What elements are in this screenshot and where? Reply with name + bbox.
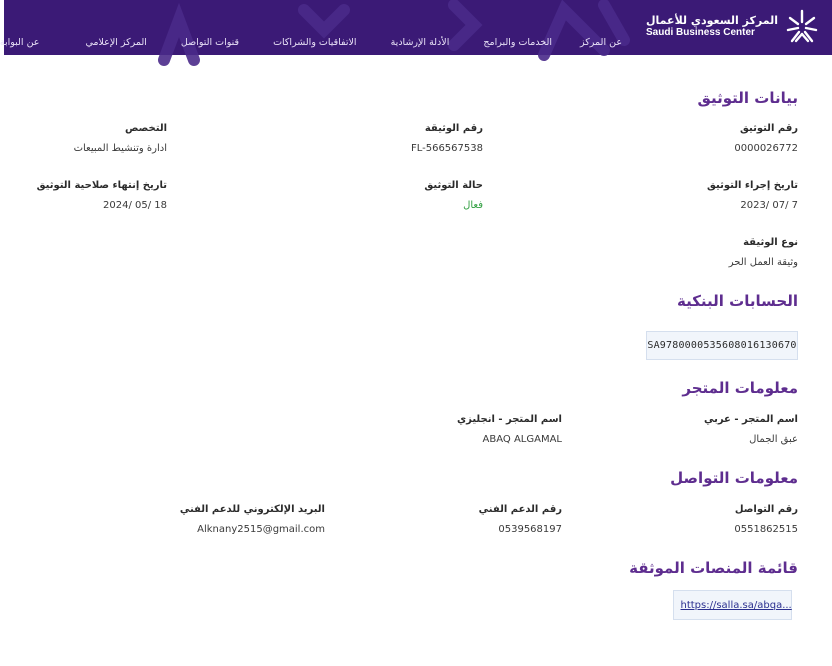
store-name-en-value: ABAQ ALGAMAL	[482, 434, 562, 445]
logo-arabic-name: المركز السعودي للأعمال	[646, 13, 778, 27]
cert-status-value: فعال	[463, 200, 483, 211]
logo-english-name: Saudi Business Center	[646, 26, 755, 38]
doc-type-label: نوع الوثيقة	[743, 237, 798, 248]
verified-platforms-section-title: قائمة المنصات الموثقة	[629, 559, 798, 577]
platform-link-box	[673, 590, 792, 620]
cert-number-label: رقم التوثيق	[739, 123, 798, 134]
specialty-label: التخصص	[125, 123, 167, 134]
main-nav	[0, 36, 622, 50]
nav-contact-channels[interactable]: قنوات التواصل	[180, 37, 240, 48]
sbc-logo[interactable]	[646, 8, 820, 44]
contact-info-section-title: معلومات التواصل	[670, 469, 798, 487]
doc-number-label: رقم الوثيقة	[424, 123, 483, 134]
store-info-section-title: معلومات المتجر	[682, 379, 798, 397]
certification-section-title: بيانات التوثيق	[697, 89, 798, 107]
iban-box	[646, 331, 798, 360]
support-email-value: Alknany2515@gmail.com	[197, 524, 325, 535]
expiry-date-value: 2024/ 05/ 18	[103, 200, 167, 211]
support-phone-value: 0539568197	[498, 524, 562, 535]
nav-guides[interactable]: الأدلة الإرشادية	[390, 37, 450, 48]
nav-about-portal[interactable]: عن البوابة	[0, 37, 40, 48]
contact-phone-label: رقم التواصل	[734, 504, 798, 515]
nav-services-programs[interactable]: الخدمات والبرامج	[483, 37, 553, 48]
iban-value: SA9780000535608016130670	[647, 340, 797, 351]
specialty-value: ادارة وتنشيط المبيعات	[73, 143, 167, 154]
top-header	[0, 0, 832, 55]
cert-status-label: حالة التوثيق	[424, 180, 483, 191]
platform-link[interactable]: https://salla.sa/abqa...	[680, 599, 792, 611]
store-name-ar-value: عبق الجمال	[749, 434, 798, 445]
nav-agreements-partnerships[interactable]: الاتفاقيات والشراكات	[273, 37, 357, 48]
contact-phone-value: 0551862515	[734, 524, 798, 535]
doc-type-value: وثيقة العمل الحر	[728, 257, 798, 268]
cert-number-value: 0000026772	[734, 143, 798, 154]
cert-date-label: تاريخ إجراء التوثيق	[707, 180, 798, 191]
cert-date-value: 2023/ 07/ 7	[740, 200, 798, 211]
support-phone-label: رقم الدعم الفني	[478, 504, 562, 515]
nav-media-center[interactable]: المركز الإعلامي	[85, 37, 147, 48]
support-email-label: البريد الإلكتروني للدعم الفني	[179, 504, 325, 515]
sbc-star-logo-icon	[784, 8, 820, 44]
bank-accounts-section-title: الحسابات البنكية	[676, 292, 798, 310]
nav-about-center[interactable]: عن المركز	[580, 37, 622, 48]
logo-text	[646, 14, 778, 39]
store-name-en-label: اسم المتجر - انجليزي	[456, 414, 562, 425]
store-name-ar-label: اسم المتجر - عربي	[703, 414, 798, 425]
expiry-date-label: تاريخ إنتهاء صلاحية التوثيق	[36, 180, 167, 191]
doc-number-value: FL-566567538	[410, 143, 483, 154]
